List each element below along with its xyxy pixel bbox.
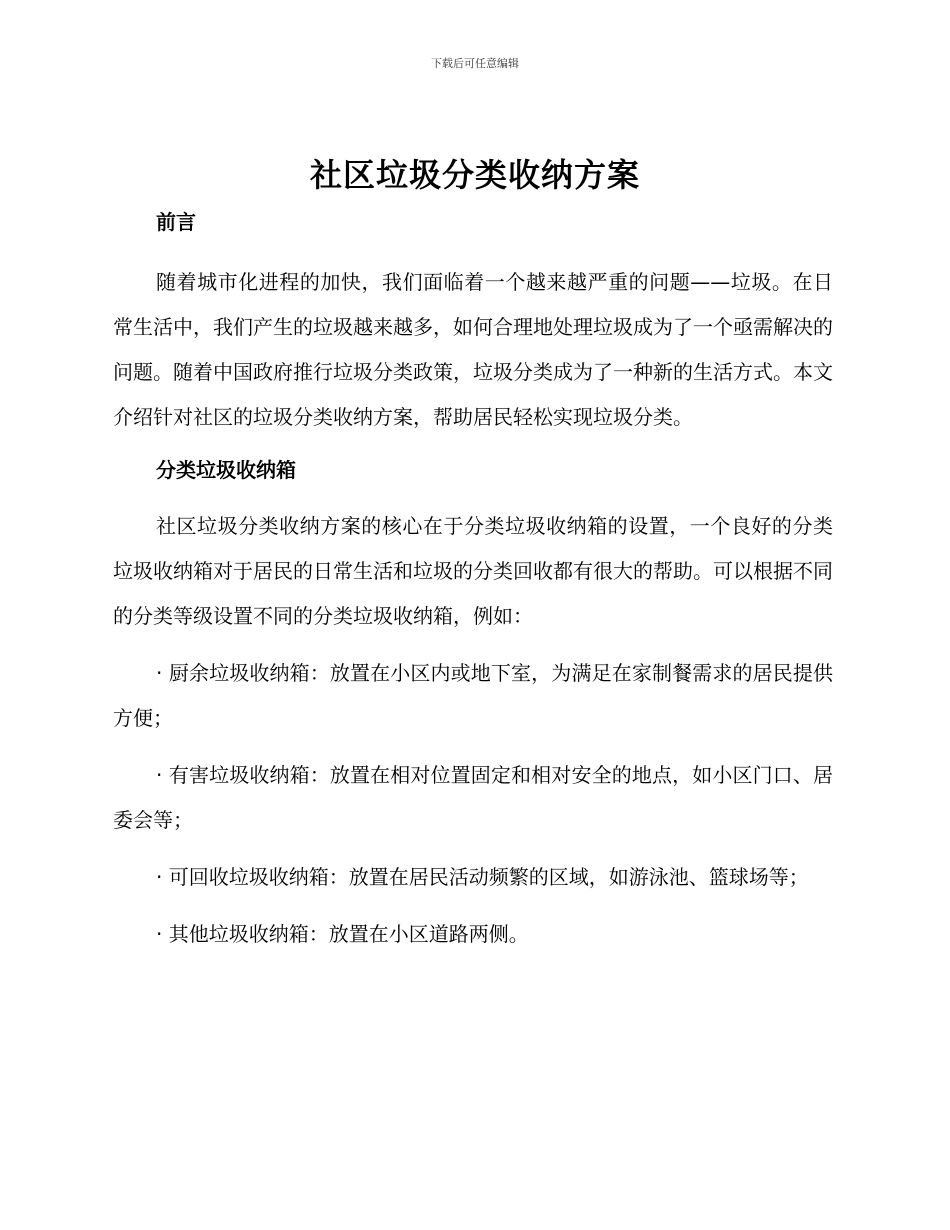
page-header: 下载后可任意编辑 — [431, 57, 519, 70]
bullet-kitchen-waste: · 厨余垃圾收纳箱：放置在小区内或地下室，为满足在家制餐需求的居民提供方便； — [113, 661, 833, 730]
bullet-hazardous-waste: · 有害垃圾收纳箱：放置在相对位置固定和相对安全的地点，如小区门口、居委会等； — [113, 763, 833, 832]
section-heading-preface: 前言 — [156, 210, 196, 234]
bins-paragraph: 社区垃圾分类收纳方案的核心在于分类垃圾收纳箱的设置，一个良好的分类垃圾收纳箱对于居民的日常生活和垃圾的分类回收都有很大的帮助。可以根据不同的分类等级设置不同的分类垃圾收纳箱，例如： — [113, 514, 833, 628]
bullet-other-waste: · 其他垃圾收纳箱：放置在小区道路两侧。 — [156, 922, 529, 946]
preface-paragraph: 随着城市化进程的加快，我们面临着一个越来越严重的问题——垃圾。在日常生活中，我们产生的垃圾越来越多，如何合理地处理垃圾成为了一个亟需解决的问题。随着中国政府推行垃圾分类政策，垃圾分类成为了一种新的生活方式。本文介绍针对社区的垃圾分类收纳方案，帮助居民轻松实现垃圾分类。 — [113, 270, 833, 429]
bullet-recyclable-waste: · 可回收垃圾收纳箱：放置在居民活动频繁的区域，如游泳池、篮球场等； — [156, 865, 809, 889]
document-title: 社区垃圾分类收纳方案 — [309, 156, 640, 194]
section-heading-bins: 分类垃圾收纳箱 — [156, 458, 296, 482]
section-preface — [113, 204, 833, 440]
section-bins — [113, 452, 833, 957]
document-body — [113, 204, 833, 957]
